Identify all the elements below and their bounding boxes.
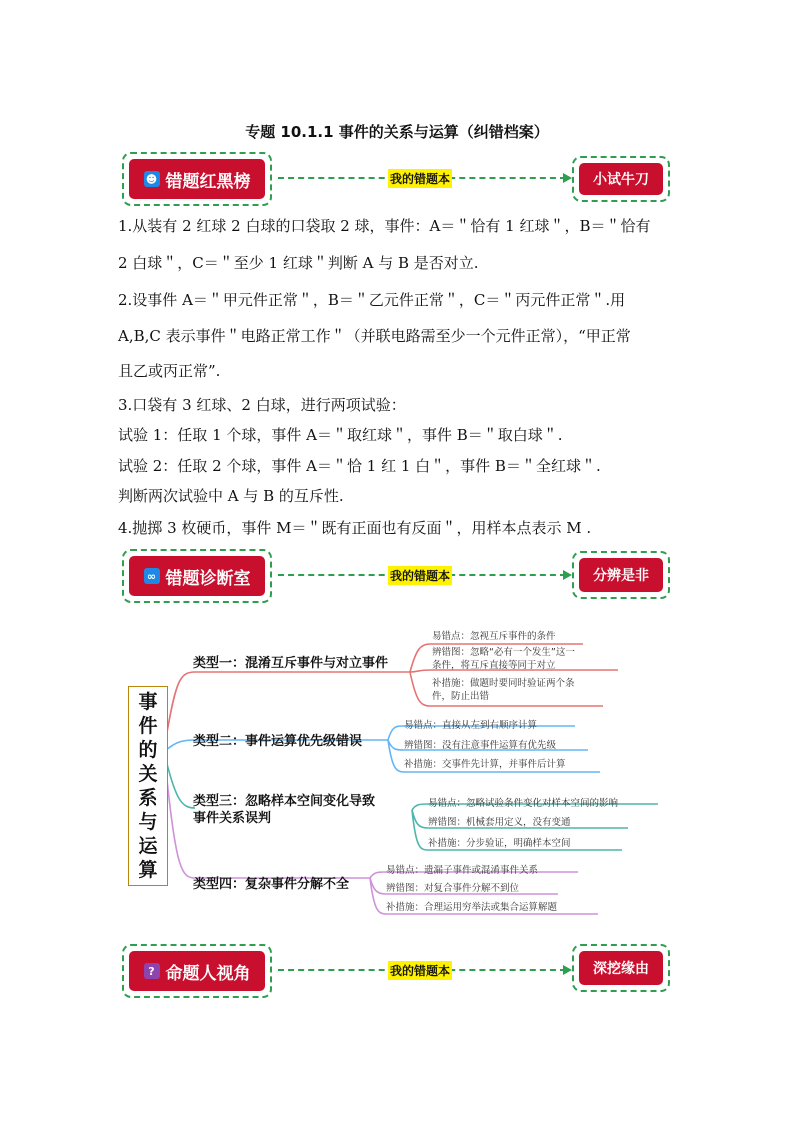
mindmap-leaf: 辨错图：忽略“必有一个发生”这一 [432, 647, 575, 658]
root-char: 系 [138, 787, 158, 809]
root-char: 事 [138, 691, 158, 713]
arrow-icon [563, 173, 572, 183]
problem-3-line-3: 试验 2：任取 2 个球，事件 A＝＂恰 1 红 1 白＂，事件 B＝＂全红球＂. [118, 457, 601, 475]
middle-label: 我的错题本 [388, 169, 452, 188]
problem-2-line-1: 2.设事件 A＝＂甲元件正常＂，B＝＂乙元件正常＂，C＝＂丙元件正常＂.用 [118, 291, 626, 309]
banner-examiner-perspective [0, 944, 794, 1004]
user-icon: ☻ [144, 171, 160, 187]
mindmap-leaf: 辨错图：对复合事件分解不到位 [386, 883, 520, 894]
problem-3-line-1: 3.口袋有 3 红球、2 白球，进行两项试验： [118, 396, 406, 414]
middle-label: 我的错题本 [388, 566, 452, 585]
link-icon: ∞ [144, 568, 160, 584]
root-char: 与 [138, 811, 158, 833]
mindmap-leaf: 补措施：分步验证，明确样本空间 [428, 838, 571, 849]
mindmap-root [128, 686, 168, 886]
page-title: 专题 10.1.1 事件的关系与运算（纠错档案） [245, 123, 549, 141]
mindmap-type-2: 类型二：事件运算优先级错误 [193, 734, 363, 749]
banner-mistake-ranking [0, 152, 794, 212]
left-badge [122, 944, 272, 998]
problem-1-line-1: 1.从装有 2 红球 2 白球的口袋取 2 球，事件：A＝＂恰有 1 红球＂，B＝＂恰有 [118, 217, 651, 235]
root-char: 件 [138, 715, 158, 737]
mindmap-leaf: 辨错图：没有注意事件运算有优先级 [404, 740, 557, 751]
mindmap-type-3-line-1: 类型三：忽略样本空间变化导致 [193, 794, 376, 809]
arrow-icon [563, 570, 572, 580]
problem-3-line-4: 判断两次试验中 A 与 B 的互斥性. [118, 487, 344, 505]
problem-1-line-2: 2 白球＂，C＝＂至少 1 红球＂判断 A 与 B 是否对立. [118, 254, 479, 272]
mindmap-type-1: 类型一：混淆互斥事件与对立事件 [193, 656, 389, 671]
mindmap-leaf: 条件，将互斥直接等同于对立 [432, 660, 556, 671]
root-char: 关 [138, 763, 158, 785]
right-badge [572, 944, 670, 992]
mindmap-leaf: 易错点：遗漏子事件或混淆事件关系 [386, 865, 539, 876]
right-badge [572, 551, 670, 599]
mindmap-leaf: 易错点：直接从左到右顺序计算 [404, 720, 538, 731]
left-badge-label: 错题红黑榜 [165, 171, 251, 192]
mindmap-leaf: 辨错图：机械套用定义，没有变通 [428, 817, 571, 828]
mindmap-type-4: 类型四：复杂事件分解不全 [193, 877, 350, 892]
left-badge [122, 549, 272, 603]
question-icon: ? [144, 963, 160, 979]
mindmap-leaf: 补措施：合理运用穷举法或集合运算解题 [386, 902, 558, 913]
left-badge-label: 命题人视角 [165, 963, 251, 984]
mindmap-leaf: 补措施：做题时要同时验证两个条 [432, 678, 575, 689]
right-badge [572, 156, 670, 202]
mindmap-leaf: 易错点：忽略试验条件变化对样本空间的影响 [428, 798, 619, 809]
mindmap-leaf: 易错点：忽视互斥事件的条件 [432, 631, 556, 642]
problem-4-line-1: 4.抛掷 3 枚硬币，事件 M＝＂既有正面也有反面＂，用样本点表示 M . [118, 519, 592, 537]
left-badge-label: 错题诊断室 [165, 568, 251, 589]
root-char: 的 [138, 739, 158, 761]
problem-3-line-2: 试验 1：任取 1 个球，事件 A＝＂取红球＂，事件 B＝＂取白球＂. [118, 426, 563, 444]
arrow-icon [563, 965, 572, 975]
mindmap-leaf: 补措施：交事件先计算，并事件后计算 [404, 759, 566, 770]
right-badge-label: 深挖缘由 [593, 961, 649, 977]
right-badge-label: 分辨是非 [593, 568, 649, 584]
left-badge [122, 152, 272, 206]
mindmap-type-3 [193, 793, 375, 827]
root-char: 运 [138, 835, 158, 857]
middle-label: 我的错题本 [388, 961, 452, 980]
mindmap-leaf: 件，防止出错 [432, 691, 490, 702]
problem-2-line-3: 且乙或丙正常”. [118, 362, 221, 380]
problem-2-line-2: A,B,C 表示事件＂电路正常工作＂（并联电路需至少一个元件正常），“甲正常 [118, 327, 631, 345]
mindmap-type-3-line-2: 事件关系误判 [193, 811, 272, 826]
banner-mistake-diagnosis [0, 549, 794, 609]
right-badge-label: 小试牛刀 [593, 172, 649, 188]
root-char: 算 [138, 859, 158, 881]
